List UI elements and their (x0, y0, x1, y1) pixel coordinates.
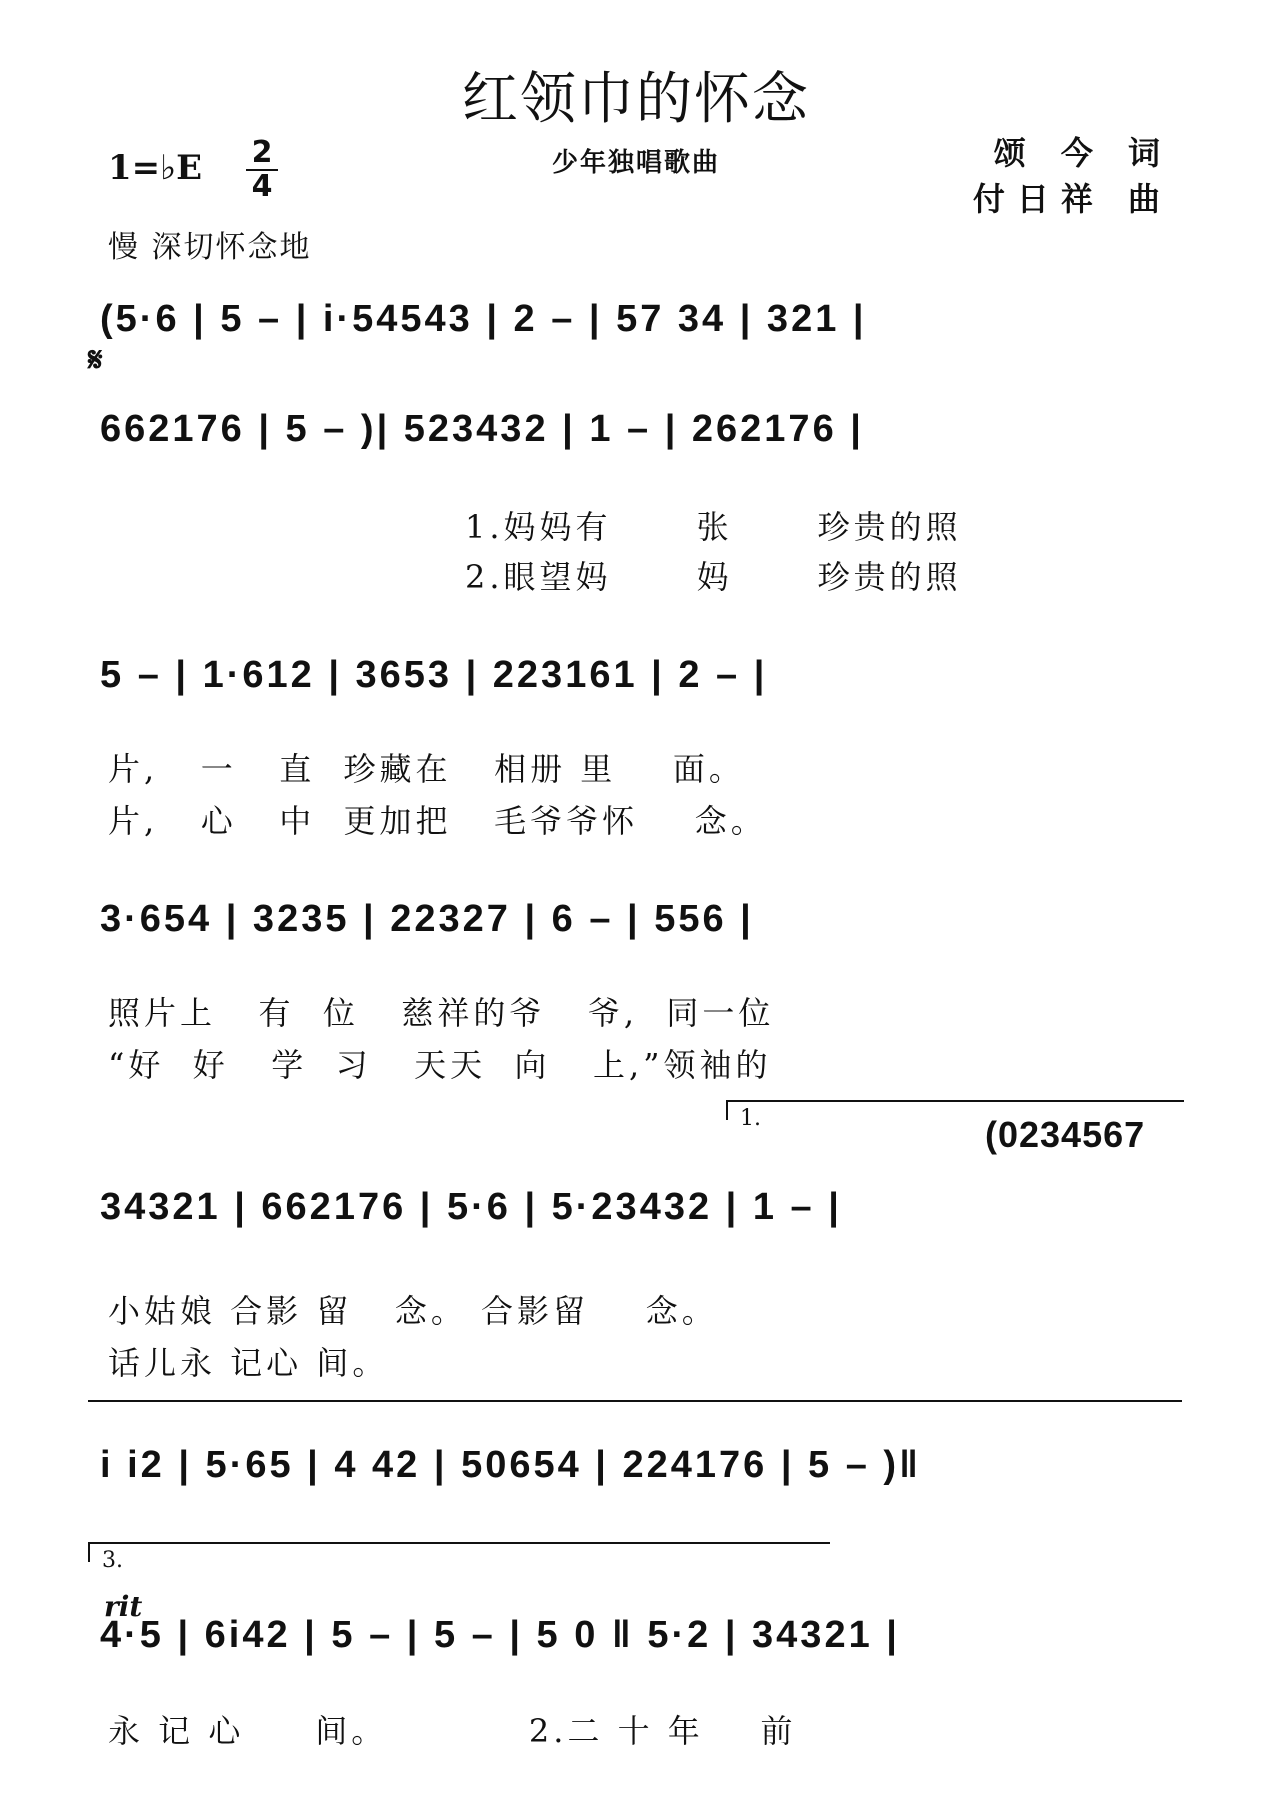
tempo-marking: 慢 深切怀念地 (108, 230, 312, 265)
notation-line-6: i i2 | 5·65 | 4 42 | 50654 | 224176 | 5 – )‖ (100, 1444, 921, 1486)
composer-credit: 付日祥 曲 (972, 180, 1172, 218)
key-signature: 1=♭E (108, 148, 203, 188)
lyric-line-2-verse-1: 1.妈妈有 张 珍贵的照 (465, 508, 962, 546)
notation-line-1: (5·6 | 5 – | i·54543 | 2 – | 57 34 | 321 | (100, 298, 867, 340)
third-ending-bracket (88, 1542, 830, 1573)
lyricist-credit: 颂 今 词 (993, 134, 1172, 172)
lyric-line-4-verse-1: 照片上 有 位 慈祥的爷 爷, 同一位 (108, 994, 775, 1032)
pickup-notes: (0234567 (985, 1114, 1146, 1155)
ritardando-mark: rit (104, 1590, 143, 1623)
notation-line-2: 662176 | 5 – )| 523432 | 1 – | 262176 | (100, 408, 864, 450)
song-title: 红领巾的怀念 (462, 67, 810, 132)
lyric-line-5-verse-1: 小姑娘 合影 留 念。 合影留 念。 (108, 1292, 718, 1330)
time-signature-bottom: 4 (251, 169, 273, 204)
notation-line-3: 5 – | 1·612 | 3653 | 223161 | 2 – | (100, 654, 768, 696)
lyric-line-3-verse-1: 片, 一 直 珍藏在 相册 里 面。 (108, 750, 745, 788)
time-signature-top: 2 (251, 135, 273, 170)
song-subtitle: 少年独唱歌曲 (551, 148, 720, 178)
notation-line-7: 4·5 | 6i42 | 5 – | 5 – | 5 0 ‖ 5·2 | 34321 | (100, 1614, 900, 1656)
staff-rule (88, 1400, 1182, 1402)
first-ending-label: 1. (740, 1106, 761, 1131)
lyric-line-5-verse-2: 话儿永 记心 间。 (108, 1344, 389, 1382)
notation-line-5: 34321 | 662176 | 5·6 | 5·23432 | 1 – | (100, 1186, 842, 1228)
lyric-line-3-verse-2: 片, 心 中 更加把 毛爷爷怀 念。 (108, 802, 767, 840)
notation-line-4: 3·654 | 3235 | 22327 | 6 – | 556 | (100, 898, 754, 940)
segno-icon: 𝄋 (88, 340, 103, 380)
third-ending-label: 3. (102, 1548, 123, 1573)
lyric-line-4-verse-2: “好 好 学 习 天天 向 上,”领袖的 (108, 1046, 772, 1084)
lyric-line-7: 永 记 心 间。 2.二 十 年 前 (108, 1712, 797, 1750)
lyric-line-2-verse-2: 2.眼望妈 妈 珍贵的照 (465, 558, 962, 596)
